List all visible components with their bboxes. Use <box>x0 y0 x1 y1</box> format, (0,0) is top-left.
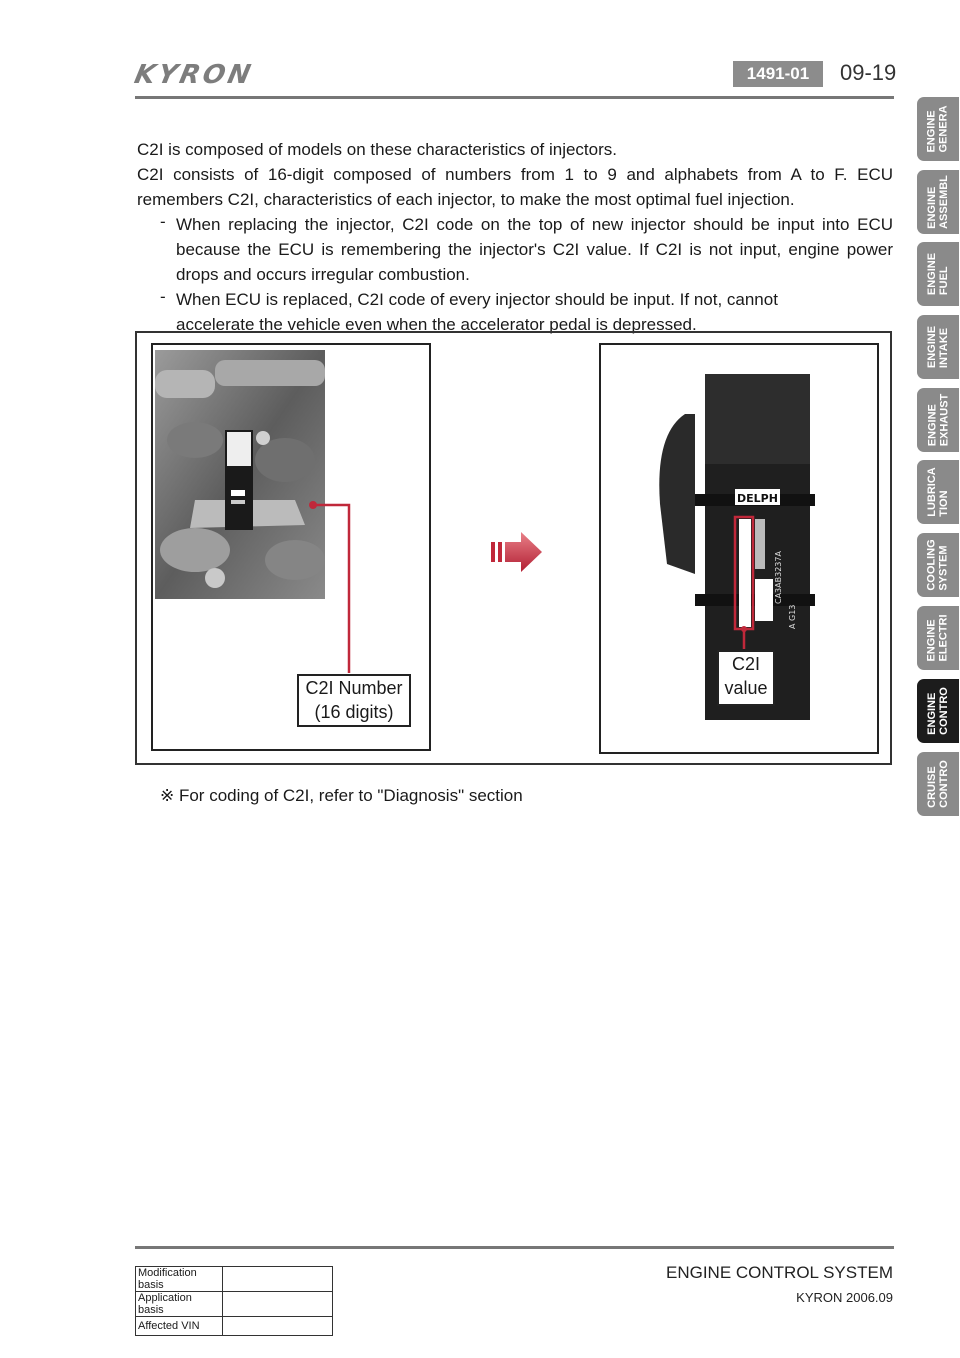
row-value <box>223 1267 333 1292</box>
bullet-replace-injector: When replacing the injector, C2I code on the top of new injector should be input into ECU because the ECU is remembering the injector's C2I value. If C2I is not input, engine power drops and occurs irregular combustion. <box>176 215 893 284</box>
table-row <box>136 1267 333 1292</box>
intro-paragraph: C2I is composed of models on these characteristics of injectors. <box>137 140 617 159</box>
tab-engine-general[interactable]: ENGINE GENERA <box>917 97 959 161</box>
tab-cooling-system[interactable]: COOLING SYSTEM <box>917 533 959 597</box>
row-label: Modification basis <box>136 1267 223 1292</box>
injector-small-text: A G13 <box>788 604 797 629</box>
c2i-description-line-2: remembers C2I, characteristics of each injector, to make the most optimal fuel injection. <box>137 190 795 209</box>
tab-engine-assembly[interactable]: ENGINE ASSEMBL <box>917 170 959 234</box>
diagnosis-note: ※ For coding of C2I, refer to "Diagnosis" section <box>160 786 523 805</box>
callout-line-2: value <box>724 678 768 698</box>
row-value <box>223 1317 333 1336</box>
kyron-logo: KYRON <box>131 60 257 90</box>
row-label: Affected VIN <box>136 1317 223 1336</box>
row-label: Application basis <box>136 1292 223 1317</box>
callout-line-2: (16 digits) <box>314 702 394 722</box>
tab-engine-electrical[interactable]: ENGINE ELECTRI <box>917 606 959 670</box>
callout-line-1: C2I Number <box>305 678 403 698</box>
footer-divider <box>135 1246 894 1249</box>
c2i-number-callout <box>297 674 411 727</box>
basis-table <box>135 1266 333 1336</box>
injector-brand-text: DELPH <box>737 492 778 505</box>
footer-model-date: KYRON 2006.09 <box>796 1290 893 1305</box>
tab-engine-control[interactable]: ENGINE CONTRO <box>917 679 959 743</box>
bullet-replace-ecu: When ECU is replaced, C2I code of every injector should be input. If not, cannot accelerate the vehicle even when the accelerator pedal is depressed. <box>176 290 778 334</box>
left-leader-line <box>300 495 360 675</box>
c2i-description-line-1: C2I consists of 16-digit composed of numbers from 1 to 9 and alphabets from A to F. ECU <box>137 165 893 184</box>
table-row <box>136 1292 333 1317</box>
tab-lubrication[interactable]: LUBRICA TION <box>917 460 959 524</box>
table-row <box>136 1317 333 1336</box>
right-arrow-icon <box>491 530 543 574</box>
bullet-dash: - <box>160 212 166 231</box>
callout-line-1: C2I <box>731 654 760 674</box>
c2i-value-callout <box>717 650 775 706</box>
section-code-badge: 1491-01 <box>733 61 823 87</box>
header-divider <box>135 96 894 99</box>
tab-engine-fuel[interactable]: ENGINE FUEL <box>917 242 959 306</box>
footer-section-title: ENGINE CONTROL SYSTEM <box>665 1263 893 1282</box>
bullet-dash: - <box>160 287 166 306</box>
tab-cruise-control[interactable]: CRUISE CONTRO <box>917 752 959 816</box>
injector-code-text: CA3AB3237A <box>774 551 783 604</box>
page-number: 09-19 <box>840 60 897 85</box>
tab-engine-intake[interactable]: ENGINE INTAKE <box>917 315 959 379</box>
tab-engine-exhaust[interactable]: ENGINE EXHAUST <box>917 388 959 452</box>
row-value <box>223 1292 333 1317</box>
